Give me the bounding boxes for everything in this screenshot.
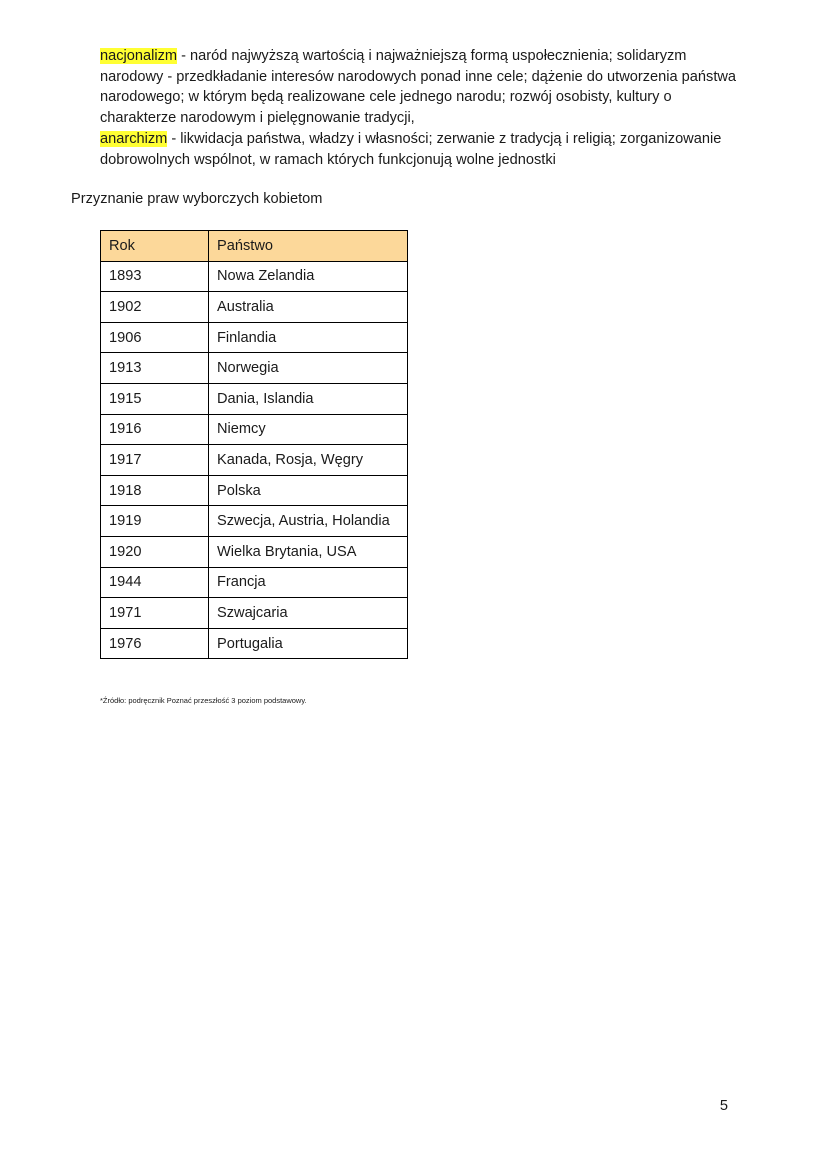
- definitions-block: [100, 46, 740, 170]
- cell-country: Dania, Islandia: [209, 383, 408, 414]
- cell-country: Norwegia: [209, 353, 408, 384]
- table-row: [101, 383, 408, 414]
- cell-country: Australia: [209, 292, 408, 323]
- table-header-row: [101, 231, 408, 262]
- cell-year: 1917: [101, 445, 209, 476]
- cell-year: 1971: [101, 598, 209, 629]
- page-number: 5: [719, 1098, 728, 1114]
- cell-year: 1906: [101, 322, 209, 353]
- cell-country: Niemcy: [209, 414, 408, 445]
- definition-anarchism: [100, 129, 740, 170]
- table-row: [101, 475, 408, 506]
- cell-country: Francja: [209, 567, 408, 598]
- cell-country: Polska: [209, 475, 408, 506]
- cell-year: 1893: [101, 261, 209, 292]
- suffrage-table: [100, 230, 408, 659]
- table-row: [101, 261, 408, 292]
- cell-year: 1902: [101, 292, 209, 323]
- cell-year: 1944: [101, 567, 209, 598]
- cell-country: Szwajcaria: [209, 598, 408, 629]
- table-row: [101, 292, 408, 323]
- cell-country: Nowa Zelandia: [209, 261, 408, 292]
- table-row: [101, 445, 408, 476]
- column-header-country: Państwo: [209, 231, 408, 262]
- cell-country: Finlandia: [209, 322, 408, 353]
- definition-nationalism-text: - naród najwyższą wartością i najważniejszą formą uspołecznienia; solidaryzm narodowy - przedkładanie interesów narodowych ponad inne cele; dążenie do utworzenia państwa narodowego; w którym będą realizowane cele jednego narodu; rozwój osobisty, kultury o charakterze narodowym i pielęgnowanie tradycji,: [100, 48, 737, 127]
- table-row: [101, 628, 408, 659]
- term-nationalism: nacjonalizm: [100, 48, 178, 64]
- column-header-year: Rok: [101, 231, 209, 262]
- cell-year: 1916: [101, 414, 209, 445]
- source-note: *Źródło: podręcznik Poznać przeszłość 3 poziom podstawowy.: [100, 696, 307, 705]
- cell-year: 1920: [101, 536, 209, 567]
- cell-country: Kanada, Rosja, Węgry: [209, 445, 408, 476]
- table-row: [101, 567, 408, 598]
- cell-year: 1919: [101, 506, 209, 537]
- cell-year: 1915: [101, 383, 209, 414]
- table-row: [101, 598, 408, 629]
- table-row: [101, 414, 408, 445]
- definition-nationalism: [100, 46, 740, 129]
- cell-year: 1918: [101, 475, 209, 506]
- table-row: [101, 322, 408, 353]
- definition-anarchism-text: - likwidacja państwa, władzy i własności; zerwanie z tradycją i religią; zorganizowanie dobrowolnych wspólnot, w ramach których funkcjonują wolne jednostki: [100, 130, 722, 168]
- table-row: [101, 536, 408, 567]
- table-row: [101, 353, 408, 384]
- section-title: Przyznanie praw wyborczych kobietom: [71, 191, 323, 207]
- cell-country: Portugalia: [209, 628, 408, 659]
- cell-year: 1976: [101, 628, 209, 659]
- cell-country: Wielka Brytania, USA: [209, 536, 408, 567]
- cell-country: Szwecja, Austria, Holandia: [209, 506, 408, 537]
- cell-year: 1913: [101, 353, 209, 384]
- term-anarchism: anarchizm: [100, 130, 168, 147]
- table-body: [101, 261, 408, 659]
- table-row: [101, 506, 408, 537]
